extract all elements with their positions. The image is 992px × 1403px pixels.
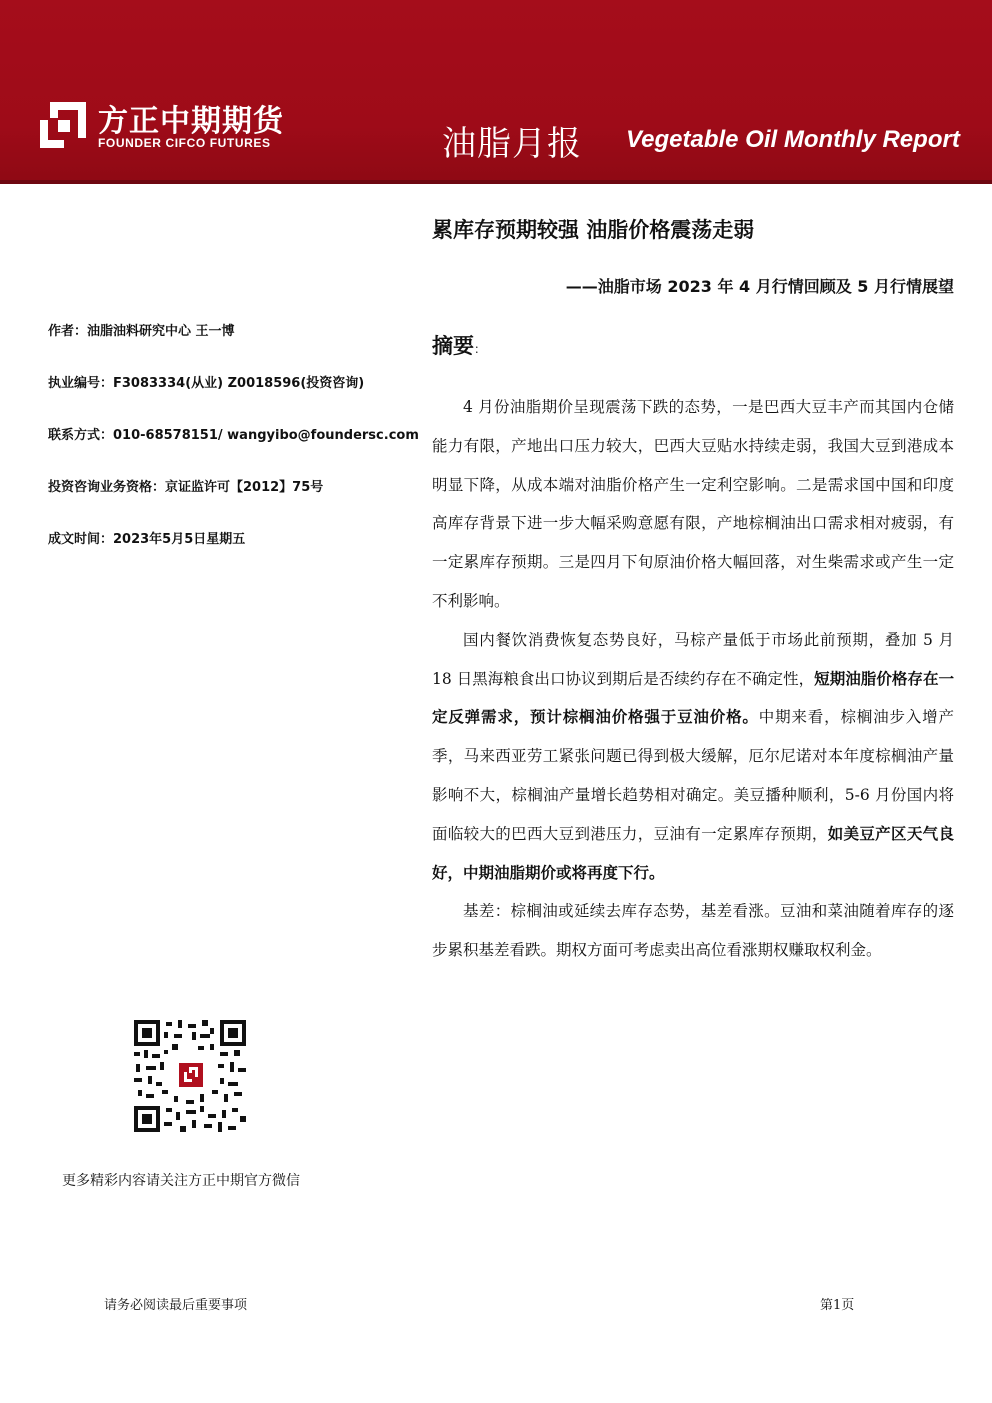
qr-caption: 更多精彩内容请关注方正中期官方微信 bbox=[62, 1173, 300, 1189]
report-type-en: Vegetable Oil Monthly Report bbox=[626, 126, 960, 153]
footer-notice: 请务必阅读最后重要事项 bbox=[104, 1298, 248, 1313]
report-type-cn: 油脂月报 bbox=[442, 124, 582, 164]
contact-line: 联系方式：010-68578151/ wangyibo@foundersc.com bbox=[48, 428, 419, 443]
abstract-heading bbox=[432, 330, 486, 360]
abstract-paragraph-1: 4 月份油脂期价呈现震荡下跌的态势，一是巴西大豆丰产而其国内仓储能力有限，产地出口压力较大，巴西大豆贴水持续走弱，我国大豆到港成本明显下降，从成本端对油脂价格产生一定利空影响。二是需求国中国和印度高库存背景下进一步大幅采购意愿有限，产地棕榈油出口需求相对疲弱，有一定累库存预期。三是四月下旬原油价格大幅回落，对生柴需求或产生一定不利影响。 bbox=[432, 398, 954, 610]
author-line: 作者：油脂油料研究中心 王一博 bbox=[48, 324, 235, 339]
report-header bbox=[0, 0, 992, 180]
wechat-qr-code bbox=[134, 1020, 246, 1132]
p2-text-c: 中期来看，棕榈油步入增产季，马来西亚劳工紧张问题已得到极大缓解，厄尔尼诺对本年度棕榈油产量影响不大，棕榈油产量增长趋势相对确定。美豆播种顺利，5-6 月份国内将面临较大的巴西大豆到港压力，豆油有一定累库存预期， bbox=[432, 708, 954, 843]
brand-name-cn: 方正中期期货 bbox=[98, 104, 284, 139]
header-divider bbox=[0, 180, 992, 184]
abstract-heading-text: 摘要 bbox=[432, 334, 474, 358]
p2-bold-d: 如美豆产区天气良好，中期油脂期价或将再度下行。 bbox=[432, 824, 954, 882]
p2-bold-b: 短期油脂价格存在一定反弹需求，预计棕榈油价格强于豆油价格。 bbox=[432, 669, 954, 727]
report-title: 累库存预期较强 油脂价格震荡走弱 bbox=[432, 218, 755, 242]
founder-logo-icon bbox=[38, 100, 88, 150]
date-line: 成文时间：2023年5月5日星期五 bbox=[48, 532, 246, 547]
brand-name-en: FOUNDER CIFCO FUTURES bbox=[98, 136, 271, 150]
abstract-paragraph-3: 基差：棕榈油或延续去库存态势，基差看涨。豆油和菜油随着库存的逐步累积基差看跌。期权方面可考虑卖出高位看涨期权赚取权利金。 bbox=[432, 902, 954, 960]
abstract-colon: ： bbox=[474, 342, 487, 356]
report-subtitle: ——油脂市场 2023 年 4 月行情回顾及 5 月行情展望 bbox=[565, 277, 954, 296]
license-line: 执业编号：F3083334(从业) Z0018596(投资咨询) bbox=[48, 376, 365, 391]
qualification-line: 投资咨询业务资格：京证监许可【2012】75号 bbox=[48, 480, 324, 495]
p2-text-a: 国内餐饮消费恢复态势良好，马棕产量低于市场此前预期，叠加 5 月 18 日黑海粮食出口协议到期后是否续约存在不确定性， bbox=[432, 630, 954, 688]
page-number: 第1页 bbox=[820, 1298, 855, 1313]
abstract-paragraph-2 bbox=[432, 621, 954, 893]
abstract-body bbox=[432, 388, 954, 970]
